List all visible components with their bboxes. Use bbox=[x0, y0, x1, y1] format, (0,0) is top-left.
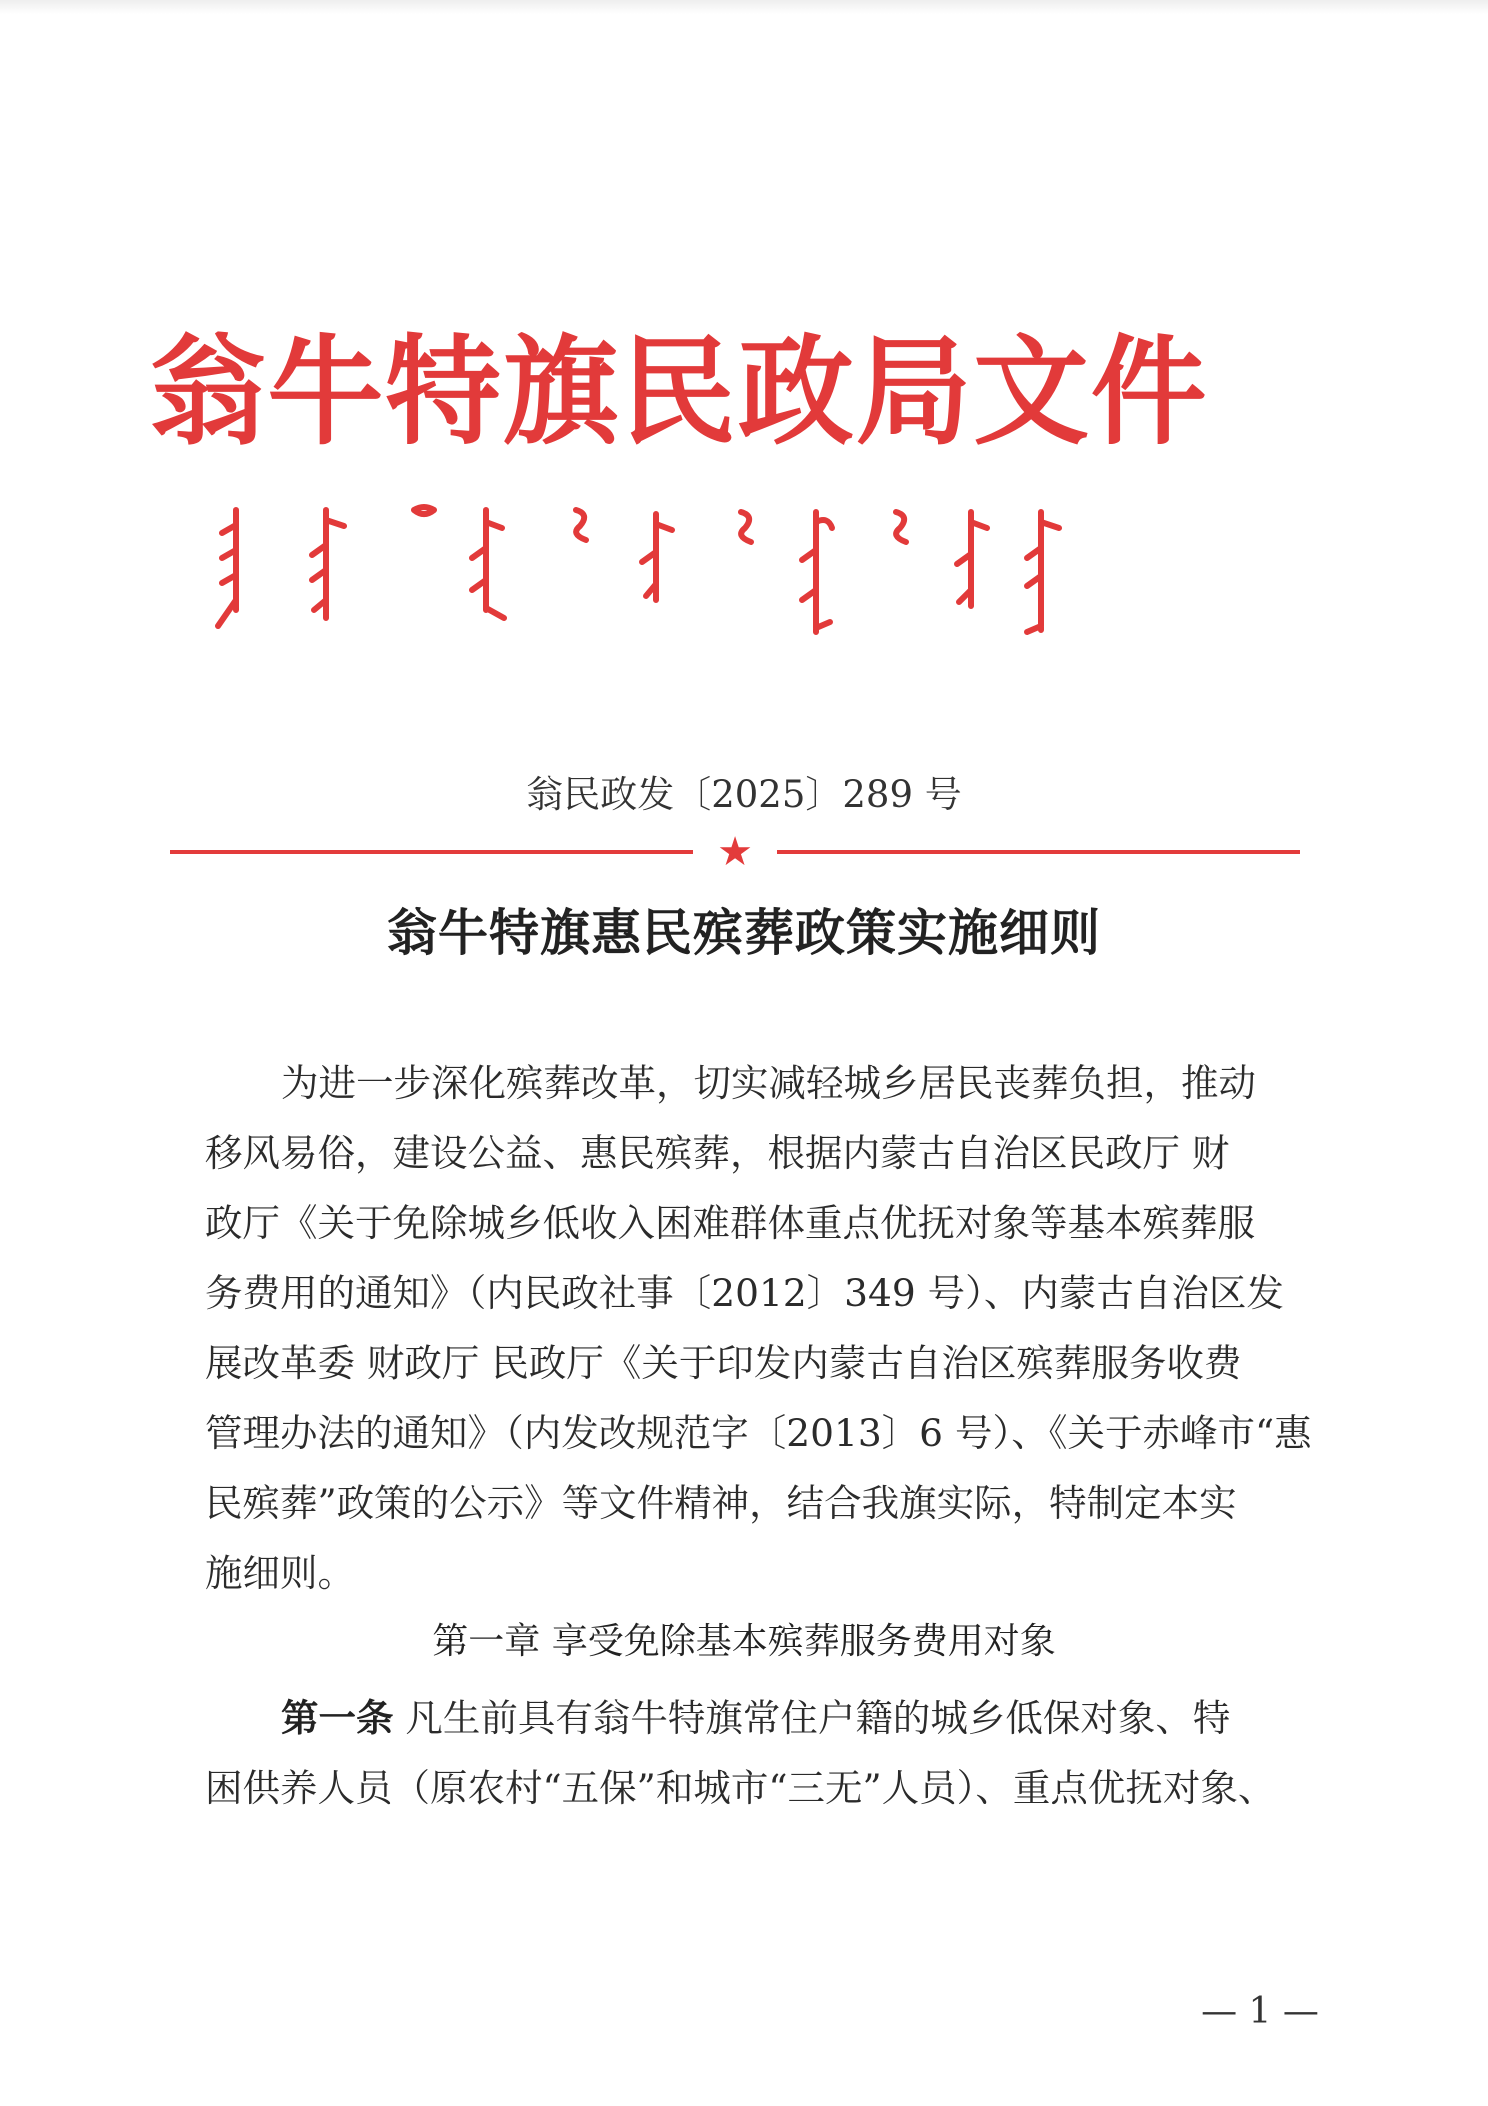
body-line: 政厅《关于免除城乡低收入困难群体重点优抚对象等基本殡葬服 bbox=[205, 1201, 1255, 1245]
issuer-title: 翁牛特旗民政局文件 bbox=[150, 322, 1209, 461]
body-line: 施细则。 bbox=[205, 1551, 355, 1595]
body-line: 移风易俗，建设公益、惠民殡葬，根据内蒙古自治区民政厅 财 bbox=[205, 1131, 1230, 1175]
body-line: 展改革委 财政厅 民政厅《关于印发内蒙古自治区殡葬服务收费 bbox=[205, 1341, 1242, 1385]
chapter-heading: 第一章 享受免除基本殡葬服务费用对象 bbox=[432, 1621, 1056, 1662]
article-label: 第一条 bbox=[281, 1696, 394, 1740]
scan-edge bbox=[0, 0, 1488, 14]
mongolian-script-issuer-icon bbox=[196, 500, 1296, 650]
article-line: 困供养人员（原农村“五保”和城市“三无”人员）、重点优抚对象、 bbox=[205, 1766, 1276, 1810]
document-title: 翁牛特旗惠民殡葬政策实施细则 bbox=[387, 903, 1101, 962]
document-number: 翁民政发〔2025〕289 号 bbox=[526, 773, 962, 816]
separator-line-left bbox=[170, 850, 693, 854]
article-one bbox=[205, 1683, 1300, 1823]
body-line: 务费用的通知》（内民政社事〔2012〕349 号）、内蒙古自治区发 bbox=[205, 1271, 1284, 1315]
body-line: 管理办法的通知》（内发改规范字〔2013〕6 号）、《关于赤峰市“惠 bbox=[205, 1411, 1312, 1455]
body-line: 民殡葬”政策的公示》等文件精神，结合我旗实际，特制定本实 bbox=[205, 1481, 1237, 1525]
body-line: 为进一步深化殡葬改革，切实减轻城乡居民丧葬负担，推动 bbox=[281, 1061, 1256, 1105]
body-paragraph bbox=[205, 1048, 1312, 1608]
page-number: — 1 — bbox=[1201, 1991, 1319, 2032]
red-separator bbox=[170, 829, 1300, 875]
article-line: 凡生前具有翁牛特旗常住户籍的城乡低保对象、特 bbox=[405, 1696, 1231, 1740]
red-star-icon: ★ bbox=[717, 829, 753, 875]
article-first-line bbox=[205, 1683, 1300, 1753]
separator-line-right bbox=[777, 850, 1300, 854]
